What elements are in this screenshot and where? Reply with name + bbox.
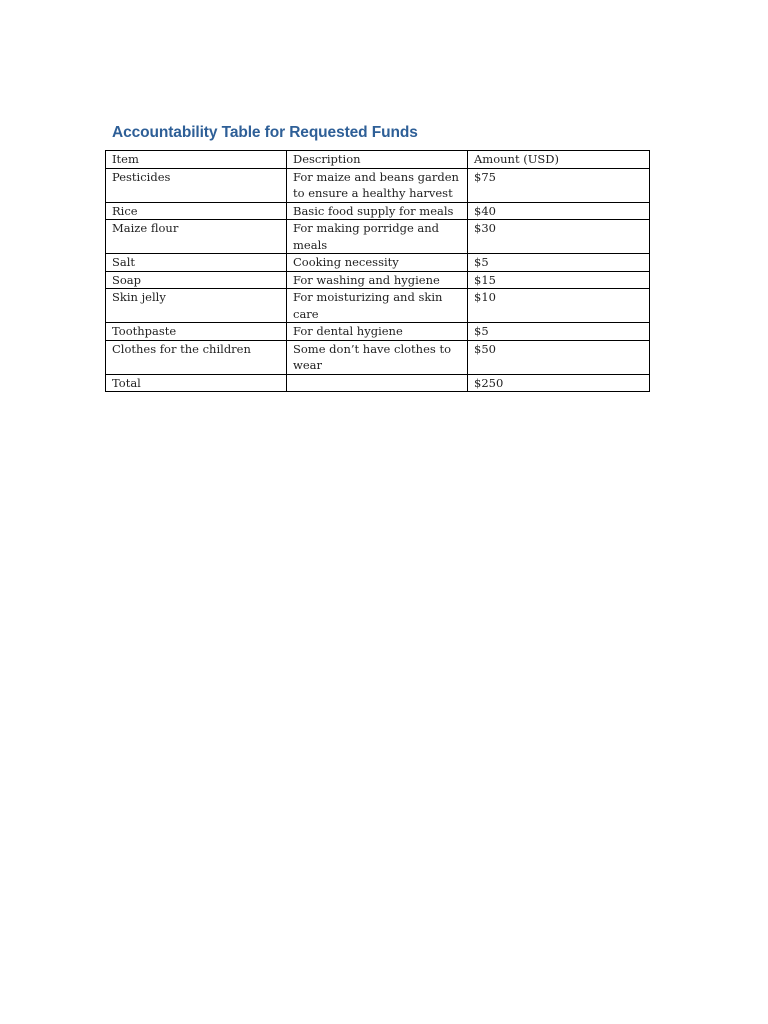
cell-amount: $40 bbox=[468, 202, 650, 220]
table-total-row bbox=[106, 374, 650, 392]
cell-description: Basic food supply for meals bbox=[287, 202, 468, 220]
cell-item: Soap bbox=[106, 271, 287, 289]
cell-total-amount: $250 bbox=[468, 374, 650, 392]
cell-description: For maize and beans garden to ensure a healthy harvest bbox=[287, 168, 468, 202]
cell-amount: $10 bbox=[468, 289, 650, 323]
cell-total-label: Total bbox=[106, 374, 287, 392]
accountability-table bbox=[105, 150, 650, 392]
cell-item: Toothpaste bbox=[106, 323, 287, 341]
cell-amount: $50 bbox=[468, 340, 650, 374]
cell-description: For dental hygiene bbox=[287, 323, 468, 341]
document-title: Accountability Table for Requested Funds bbox=[112, 124, 418, 141]
cell-amount: $75 bbox=[468, 168, 650, 202]
cell-amount: $30 bbox=[468, 220, 650, 254]
table-header-row bbox=[106, 151, 650, 169]
cell-item: Skin jelly bbox=[106, 289, 287, 323]
table-row bbox=[106, 271, 650, 289]
table-row bbox=[106, 168, 650, 202]
cell-description: For making porridge and meals bbox=[287, 220, 468, 254]
cell-amount: $5 bbox=[468, 323, 650, 341]
table-row bbox=[106, 323, 650, 341]
cell-description: Some don’t have clothes to wear bbox=[287, 340, 468, 374]
cell-item: Rice bbox=[106, 202, 287, 220]
cell-item: Clothes for the children bbox=[106, 340, 287, 374]
table-row bbox=[106, 289, 650, 323]
cell-amount: $5 bbox=[468, 254, 650, 272]
cell-description: Cooking necessity bbox=[287, 254, 468, 272]
table-row bbox=[106, 202, 650, 220]
cell-description: For washing and hygiene bbox=[287, 271, 468, 289]
cell-amount: $15 bbox=[468, 271, 650, 289]
header-item: Item bbox=[106, 151, 287, 169]
cell-item: Maize flour bbox=[106, 220, 287, 254]
header-amount: Amount (USD) bbox=[468, 151, 650, 169]
header-description: Description bbox=[287, 151, 468, 169]
cell-item: Salt bbox=[106, 254, 287, 272]
table-row bbox=[106, 220, 650, 254]
cell-total-description bbox=[287, 374, 468, 392]
table-row bbox=[106, 254, 650, 272]
cell-item: Pesticides bbox=[106, 168, 287, 202]
cell-description: For moisturizing and skin care bbox=[287, 289, 468, 323]
table-row bbox=[106, 340, 650, 374]
